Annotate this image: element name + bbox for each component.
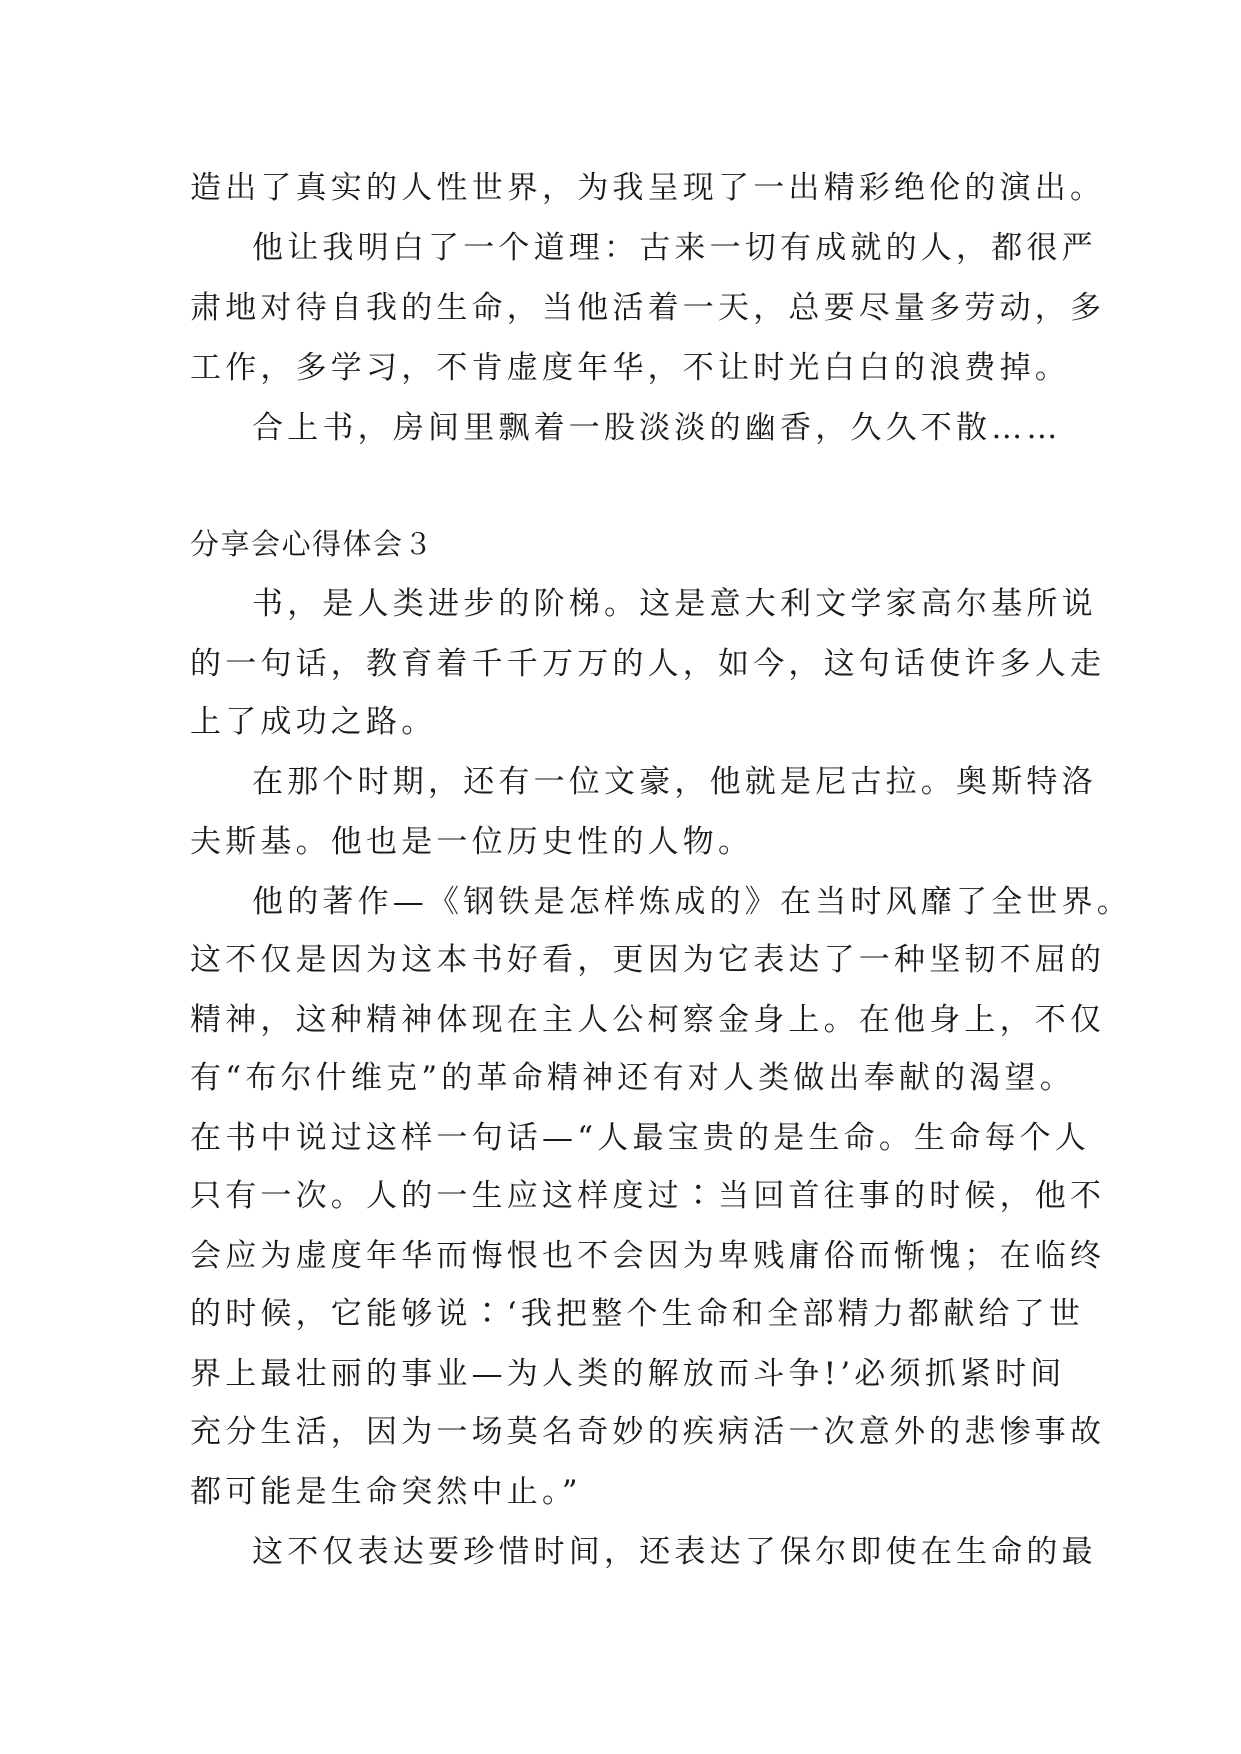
text-line: 界上最壮丽的事业—为人类的解放而斗争!’必须抓紧时间 bbox=[190, 1356, 1066, 1392]
text-line: 的一句话，教育着千千万万的人，如今，这句话使许多人走 bbox=[190, 646, 1106, 682]
section-heading: 分享会心得体会３ bbox=[190, 527, 435, 561]
text-line: 的时候，它能够说∶‘我把整个生命和全部精力都献给了世 bbox=[190, 1296, 1085, 1332]
text-line: 夫斯基。他也是一位历史性的人物。 bbox=[190, 824, 754, 860]
paragraph-first-line: 这不仅表达要珍惜时间，还表达了保尔即使在生命的最 bbox=[252, 1534, 1097, 1570]
text-line: 这不仅是因为这本书好看，更因为它表达了一种坚韧不屈的 bbox=[190, 942, 1106, 978]
paragraph-first-line: 他让我明白了一个道理：古来一切有成就的人，都很严 bbox=[252, 230, 1097, 266]
paragraph-first-line: 合上书，房间里飘着一股淡淡的幽香，久久不散…… bbox=[252, 410, 1062, 446]
text-line: 只有一次。人的一生应这样度过∶当回首往事的时候，他不 bbox=[190, 1178, 1106, 1214]
paragraph-first-line: 书，是人类进步的阶梯。这是意大利文学家高尔基所说 bbox=[252, 586, 1097, 622]
text-line: 工作，多学习，不肯虚度年华，不让时光白白的浪费掉。 bbox=[190, 350, 1070, 386]
text-line: 上了成功之路。 bbox=[190, 704, 437, 740]
text-line: 会应为虚度年华而悔恨也不会因为卑贱庸俗而惭愧；在临终 bbox=[190, 1238, 1106, 1274]
paragraph-first-line: 他的著作—《钢铁是怎样炼成的》在当时风靡了全世界。 bbox=[252, 884, 1132, 920]
text-line: 充分生活，因为一场莫名奇妙的疾病活一次意外的悲惨事故 bbox=[190, 1414, 1106, 1450]
text-line: 精神，这种精神体现在主人公柯察金身上。在他身上，不仅 bbox=[190, 1002, 1106, 1038]
text-line: 肃地对待自我的生命，当他活着一天，总要尽量多劳动，多 bbox=[190, 290, 1106, 326]
text-line: 有“布尔什维克”的革命精神还有对人类做出奉献的渴望。 bbox=[190, 1060, 1075, 1096]
paragraph-first-line: 在那个时期，还有一位文豪，他就是尼古拉。奥斯特洛 bbox=[252, 764, 1097, 800]
text-line: 在书中说过这样一句话—“人最宝贵的是生命。生命每个人 bbox=[190, 1120, 1091, 1156]
text-line: 造出了真实的人性世界，为我呈现了一出精彩绝伦的演出。 bbox=[190, 170, 1106, 206]
text-line: 都可能是生命突然中止。” bbox=[190, 1474, 582, 1510]
